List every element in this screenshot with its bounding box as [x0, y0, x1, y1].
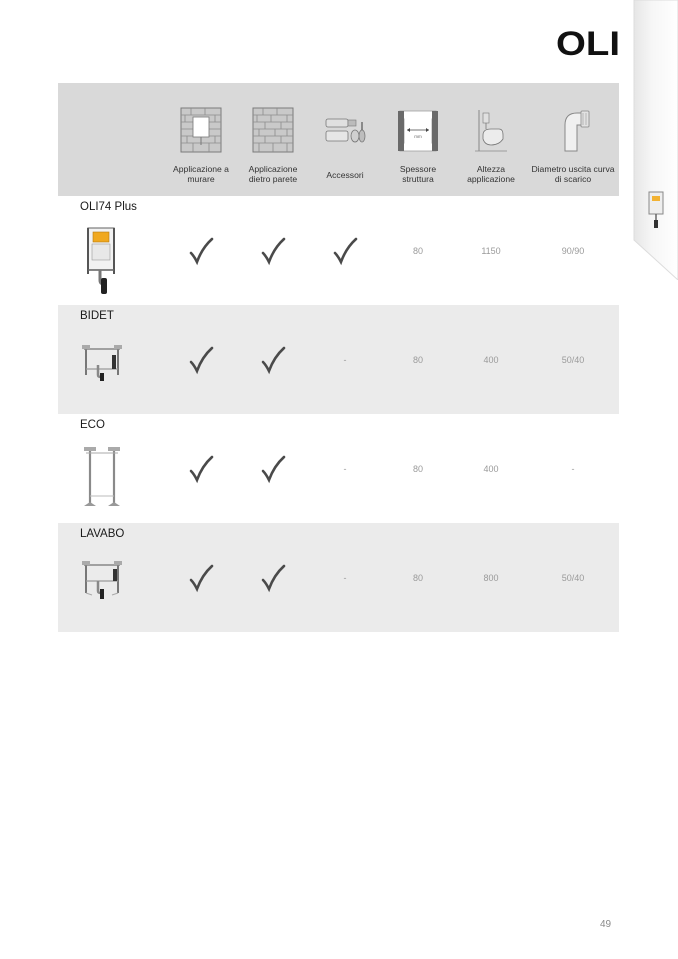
col-accessori: [309, 83, 381, 196]
cell-altezza: [455, 444, 527, 494]
col-dietro-parete: [237, 83, 309, 196]
value-spessore: 80: [412, 355, 423, 365]
cell-diametro: [527, 444, 619, 494]
cell-dietro-parete: [237, 335, 309, 385]
brick-wall-flush-icon: [179, 105, 223, 155]
cell-accessori: [309, 553, 381, 603]
cell-murare: [165, 335, 237, 385]
oli-logo: [556, 24, 620, 58]
thickness-mm-icon: [396, 105, 440, 155]
checkmark-icon: [260, 454, 286, 484]
col-diametro: [527, 83, 619, 196]
col-label-accessori: Accessori: [326, 170, 364, 180]
cell-spessore: [381, 553, 455, 603]
cell-altezza: [455, 226, 527, 276]
bidet-frame-image: [76, 335, 128, 405]
checkmark-icon: [188, 236, 214, 266]
col-label-altezza: Altezza applicazione: [467, 164, 515, 184]
checkmark-icon: [332, 236, 358, 266]
checkmark-icon: [188, 563, 214, 593]
svg-text:OLI: OLI: [556, 25, 620, 58]
page-number: 49: [600, 919, 612, 930]
value-altezza: 1150: [481, 246, 501, 256]
checkmark-icon: [260, 563, 286, 593]
cell-altezza: [455, 335, 527, 385]
col-label-murare: Applicazione a murare: [173, 164, 229, 184]
cell-murare: [165, 226, 237, 276]
value-accessori: -: [343, 355, 347, 365]
cell-spessore: [381, 444, 455, 494]
oli74-plus-frame-image: [76, 226, 128, 296]
product-table: [58, 83, 619, 632]
drain-elbow-icon: [551, 105, 595, 155]
value-diametro: 50/40: [561, 573, 585, 583]
value-altezza: 400: [483, 464, 499, 474]
checkmark-icon: [188, 454, 214, 484]
table-row: [58, 523, 619, 632]
checkmark-icon: [188, 345, 214, 375]
col-murare: [165, 83, 237, 196]
lavabo-frame-image: [76, 553, 128, 623]
cell-altezza: [455, 553, 527, 603]
pipe-fittings-icon: [323, 105, 367, 155]
cell-accessori: [309, 444, 381, 494]
value-altezza: 400: [483, 355, 499, 365]
value-diametro: 90/90: [561, 246, 585, 256]
checkmark-icon: [260, 345, 286, 375]
cell-spessore: [381, 335, 455, 385]
checkmark-icon: [260, 236, 286, 266]
value-spessore: 80: [412, 246, 423, 256]
col-label-diametro: Diametro uscita curva di scarico: [531, 164, 615, 184]
col-label-spessore: Spessore struttura: [399, 164, 437, 184]
product-name: ECO: [80, 419, 105, 431]
table-row: [58, 305, 619, 414]
brick-wall-behind-icon: [251, 105, 295, 155]
height-toilet-icon: [469, 105, 513, 155]
cell-murare: [165, 553, 237, 603]
value-accessori: -: [343, 464, 347, 474]
value-accessori: -: [343, 573, 347, 583]
cell-accessori: [309, 335, 381, 385]
table-row: [58, 196, 619, 305]
value-spessore: 80: [412, 464, 423, 474]
value-diametro: -: [571, 464, 575, 474]
cell-dietro-parete: [237, 553, 309, 603]
value-diametro: 50/40: [561, 355, 585, 365]
cell-diametro: [527, 335, 619, 385]
cell-diametro: [527, 553, 619, 603]
col-spessore: [381, 83, 455, 196]
cell-accessori: [309, 226, 381, 276]
col-label-dietro-parete: Applicazione dietro parete: [248, 164, 298, 184]
svg-text:mm: mm: [414, 134, 422, 139]
col-altezza: [455, 83, 527, 196]
cell-diametro: [527, 226, 619, 276]
table-row: [58, 414, 619, 523]
eco-frame-image: [76, 444, 128, 514]
product-name: BIDET: [80, 310, 114, 322]
value-spessore: 80: [412, 573, 423, 583]
cell-murare: [165, 444, 237, 494]
value-altezza: 800: [483, 573, 499, 583]
product-name: LAVABO: [80, 528, 125, 540]
cell-dietro-parete: [237, 444, 309, 494]
table-header: [58, 83, 619, 196]
corner-page-tab: [632, 0, 678, 280]
cell-spessore: [381, 226, 455, 276]
product-name: OLI74 Plus: [80, 201, 137, 213]
cell-dietro-parete: [237, 226, 309, 276]
